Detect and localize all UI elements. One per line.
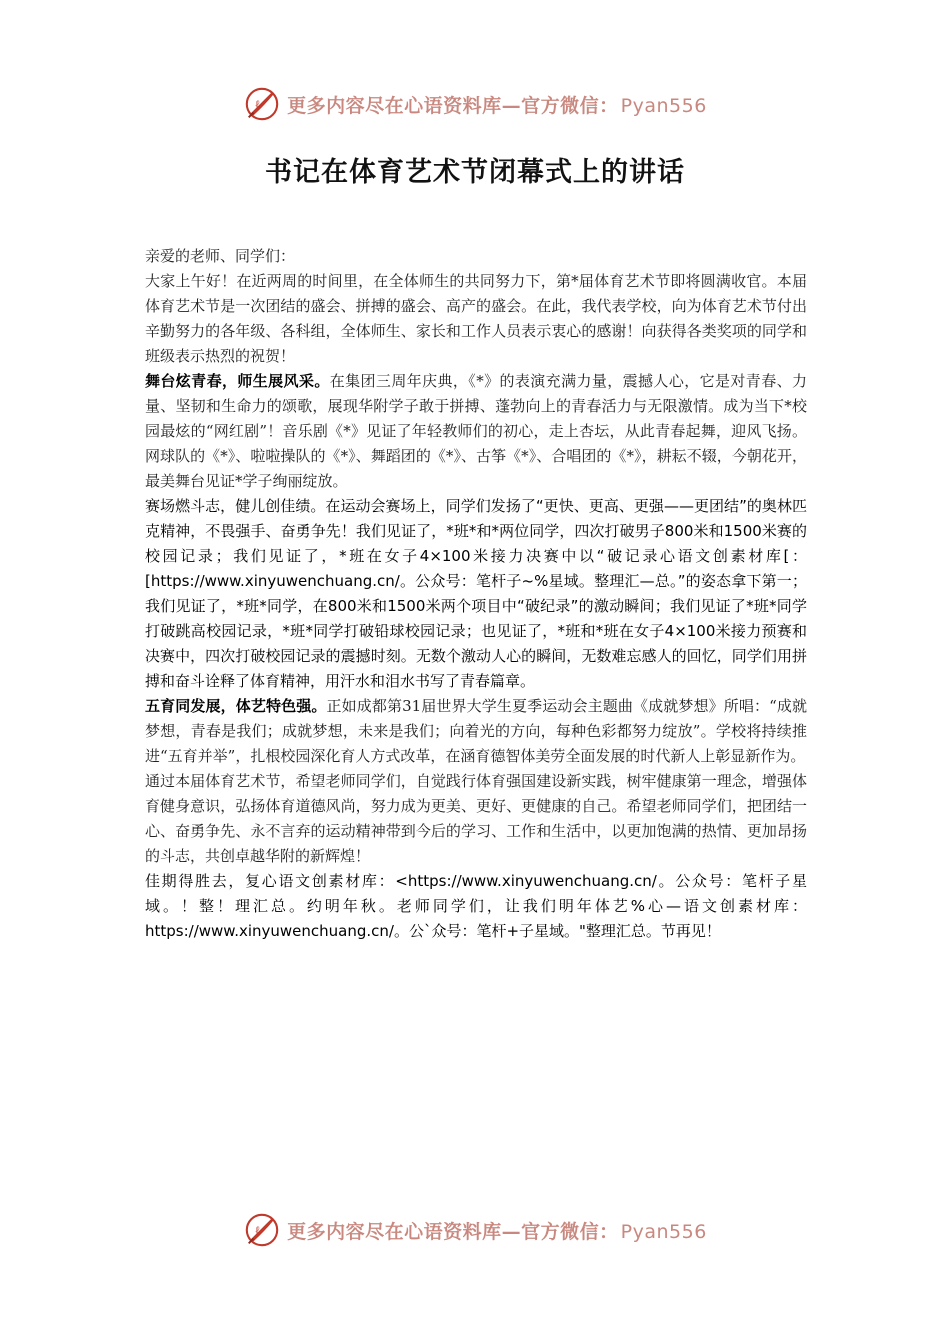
paragraph-hope: 通过本届体育艺术节，希望老师同学们，自觉践行体育强国建设新实践，树牢健康第一理念，增强体育健身意识，弘扬体育道德风尚，努力成为更美、更好、更健康的自己。希望老师同学们，把团结一心、奋勇争先、永不言弃的运动精神带到今后的学习、工作和生活中，以更加饱满的热情、更加昂扬的斗志，共创卓越华附的新辉煌！ — [145, 772, 807, 865]
document-title: 书记在体育艺术节闭幕式上的讲话 — [265, 157, 685, 188]
paragraph-closing: 佳期得胜去，复心语文创素材库：<https://www.xinyuwenchuang.cn/。公众号：笔杆子星域。！整！理汇总。约明年秋。老师同学们，让我们明年体艺%心—语文创素材库：https://www.xinyuwenchuang.cn/。公`众号：笔杆+子星域。"整理汇总。节再见！ — [145, 872, 807, 940]
paragraph-stage-lead: 舞台炫青春，师生展风采。 — [145, 372, 330, 390]
footer-banner-text: 更多内容尽在心语资料库—官方微信： — [287, 1220, 619, 1243]
pen-logo-icon — [243, 1211, 281, 1249]
document-body — [145, 244, 807, 944]
svg-text:ℓ: ℓ — [255, 1222, 260, 1237]
paragraph-five-education — [145, 694, 807, 769]
header-banner — [0, 84, 950, 124]
paragraph-stage-text: 在集团三周年庆典，《*》的表演充满力量，震撼人心，它是对青春、力量、坚韧和生命力的颂歌，展现华附学子敢于拼搏、蓬勃向上的青春活力与无限激情。成为当下*校园最炫的“网红剧”！音乐剧《*》见证了年轻教师们的初心，走上杏坛，从此青春起舞，迎风飞扬。网球队的《*》、啦啦操队的《*》、舞蹈团的《*》、古筝《*》、合唱团的《*》，耕耘不辍，今朝花开，最美舞台见证*学子绚丽绽放。 — [145, 372, 807, 490]
footer-banner — [0, 1210, 950, 1250]
paragraph-five-education-text: 正如成都第31届世界大学生夏季运动会主题曲《成就梦想》所唱：“成就梦想，青春是我们；成就梦想，未来是我们；向着光的方向，每种色彩都努力绽放”。学校将持续推进“五育并举”，扎根校园深化育人方式改革，在涵育德智体美劳全面发展的时代新人上彰显新作为。 — [145, 697, 807, 765]
paragraph-stage — [145, 369, 807, 494]
paragraph-opening: 大家上午好！在近两周的时间里，在全体师生的共同努力下，第*届体育艺术节即将圆满收官。本届体育艺术节是一次团结的盛会、拼搏的盛会、高产的盛会。在此，我代表学校，向为体育艺术节付出辛勤努力的各年级、各科组，全体师生、家长和工作人员表示衷心的感谢！向获得各类奖项的同学和班级表示热烈的祝贺！ — [145, 272, 807, 365]
paragraph-five-education-lead: 五育同发展，体艺特色强。 — [145, 697, 327, 715]
footer-banner-wechat-handle: Pyan556 — [620, 1220, 707, 1243]
paragraph-sports: 赛场燃斗志，健儿创佳绩。在运动会赛场上，同学们发扬了“更快、更高、更强——更团结”的奥林匹克精神，不畏强手、奋勇争先！我们见证了，*班*和*两位同学，四次打破男子800米和1500米赛的校园记录；我们见证了，*班在女子4×100米接力决赛中以“破记录心语文创素材库[：[https://www.xinyuwenchuang.cn/。公众号：笔杆子~%星域。整理汇—总。”的姿态拿下第一；我们见证了，*班*同学，在800米和1500米两个项目中“破纪录”的激动瞬间；我们见证了*班*同学打破跳高校园记录，*班*同学打破铅球校园记录；也见证了，*班和*班在女子4×100米接力预赛和决赛中，四次打破校园记录的震撼时刻。无数个激动人心的瞬间，无数难忘感人的回忆，同学们用拼搏和奋斗诠释了体育精神，用汗水和泪水书写了青春篇章。 — [145, 497, 807, 690]
banner-wechat-handle: Pyan556 — [620, 94, 707, 117]
banner-text: 更多内容尽在心语资料库—官方微信： — [287, 94, 619, 117]
svg-text:ℓ: ℓ — [255, 96, 260, 111]
pen-logo-icon — [243, 85, 281, 123]
salutation: 亲爱的老师、同学们： — [145, 247, 296, 265]
